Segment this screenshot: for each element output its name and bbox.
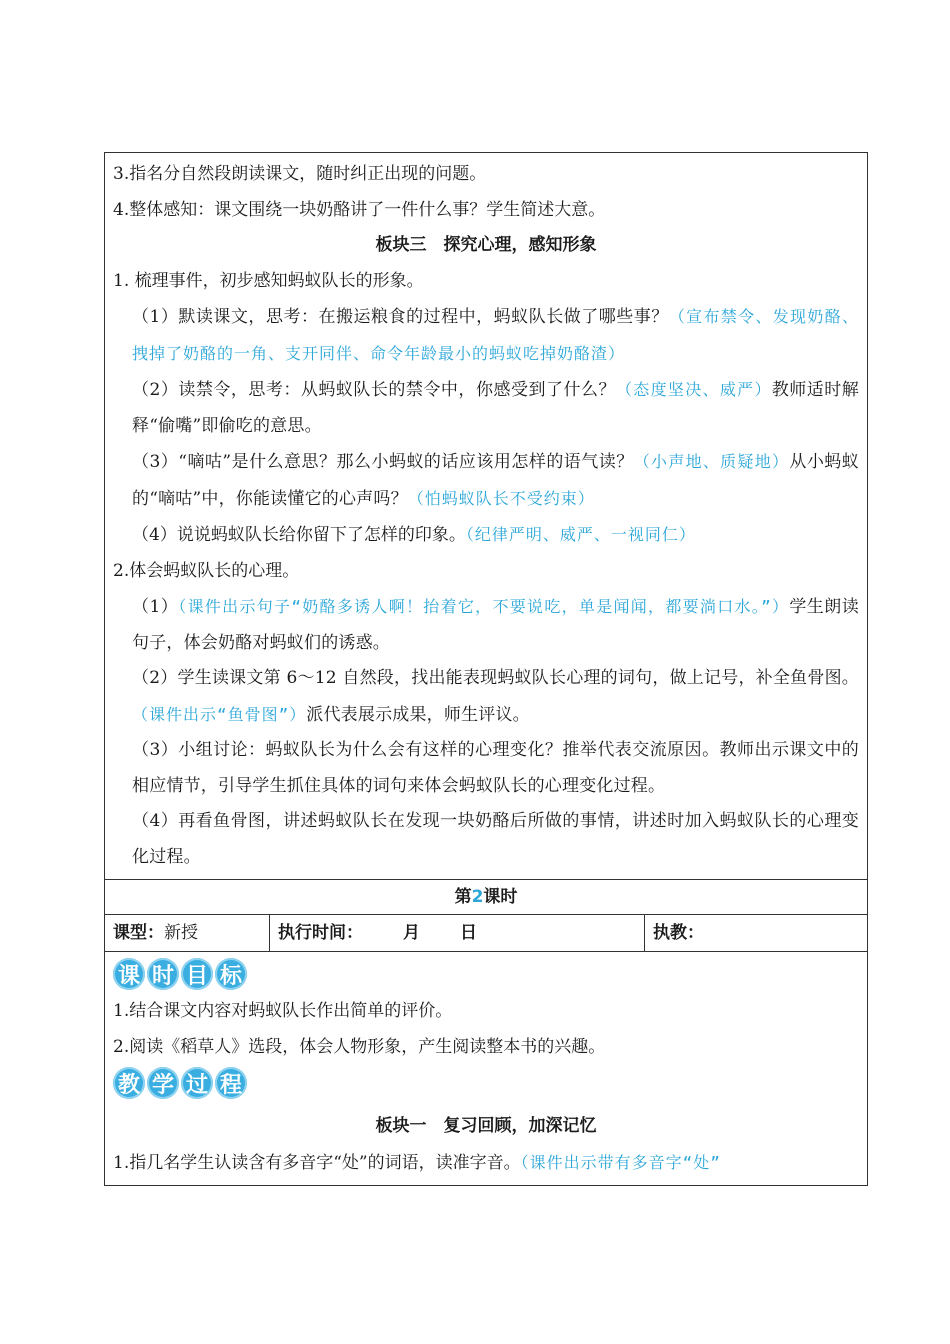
courseware-hint: （课件出示句子“奶酪多诱人啊！抬着它，不要说吃，单是闻闻，都要淌口水。”）	[178, 597, 790, 616]
process-badge-char: 过	[181, 1067, 213, 1099]
block1-item-1: 1.指几名学生认读含有多音字“处”的词语，读准字音。（课件出示带有多音字“处”	[113, 1152, 721, 1173]
process-badge	[113, 1067, 859, 1099]
block3-q-4: （4）再看鱼骨图，讲述蚂蚁队长在发现一块奶酪后所做的事情，讲述时加入蚂蚁队长的心理变化过程。	[132, 811, 859, 867]
lesson-plan-table	[104, 152, 868, 1186]
process-badge-char: 教	[113, 1067, 145, 1099]
intro-reading-section	[105, 153, 867, 880]
step-3: 3.指名分自然段朗读课文，随时纠正出现的问题。	[113, 164, 487, 184]
goals-badge-char: 标	[215, 958, 247, 990]
execution-time-cell: 执行时间： 月 日	[270, 915, 645, 951]
block3-point-1: （1）默读课文，思考：在搬运粮食的过程中，蚂蚁队长做了哪些事？（宣布禁令、发现奶酪、拽掉了奶酪的一角、支开同伴、命令年龄最小的蚂蚁吃掉奶酪渣）	[132, 307, 859, 363]
lesson-2-content	[105, 952, 867, 1185]
process-badge-char: 程	[215, 1067, 247, 1099]
answer-hint: （怕蚂蚁队长不受约束）	[407, 488, 595, 508]
block3-point-2: （2）读禁令，思考：从蚂蚁队长的禁令中，你感受到了什么？（态度坚决、威严）教师适时解释“偷嘴”即偷吃的意思。	[132, 380, 859, 436]
goal-item-2: 2.阅读《稻草人》选段，体会人物形象，产生阅读整本书的兴趣。	[113, 1036, 606, 1057]
block3-point-3: （3）“嘀咕”是什么意思？那么小蚂蚁的话应该用怎样的语气读？（小声地、质疑地）从小蚂蚁的“嘀咕”中，你能读懂它的心声吗？（怕蚂蚁队长不受约束）	[132, 452, 859, 509]
courseware-hint: （课件出示带有多音字“处”	[520, 1152, 721, 1172]
goals-badge-char: 课	[113, 958, 145, 990]
answer-hint: （纪律严明、威严、一视同仁）	[465, 525, 696, 544]
block3-q-2: （2）学生读课文第 6～12 自然段，找出能表现蚂蚁队长心理的词句，做上记号，补全鱼骨图。（课件出示“鱼骨图”）派代表展示成果，师生评议。	[132, 668, 859, 725]
block3-q-1: （1）（课件出示句子“奶酪多诱人啊！抬着它，不要说吃，单是闻闻，都要淌口水。”）学生朗读句子，体会奶酪对蚂蚁们的诱惑。	[132, 597, 859, 653]
goals-badge-char: 目	[181, 958, 213, 990]
block3-item-1: 1. 梳理事件，初步感知蚂蚁队长的形象。	[113, 270, 424, 291]
answer-hint: （宣布禁令、发现奶酪、拽掉了奶酪的一角、支开同伴、命令年龄最小的蚂蚁吃掉奶酪渣）	[132, 307, 859, 363]
goal-item-1: 1.结合课文内容对蚂蚁队长作出简单的评价。	[113, 1001, 453, 1021]
block3-item-2: 2.体会蚂蚁队长的心理。	[113, 560, 300, 581]
answer-hint: （态度坚决、威严）	[616, 380, 772, 399]
lesson-type-cell: 课型：新授	[105, 915, 270, 951]
block3-heading: 板块三 探究心理，感知形象	[375, 235, 597, 255]
goals-badge-char: 时	[147, 958, 179, 990]
goals-badge	[113, 958, 859, 990]
block1-heading: 板块一 复习回顾，加深记忆	[375, 1116, 597, 1136]
lesson-info-row	[105, 915, 867, 952]
lesson-2-title: 第2课时	[105, 880, 867, 915]
answer-hint: （小声地、质疑地）	[633, 452, 790, 471]
courseware-hint: （课件出示“鱼骨图”）	[132, 704, 307, 724]
process-badge-char: 学	[147, 1067, 179, 1099]
teacher-cell: 执教：	[653, 923, 704, 943]
block3-q-3: （3）小组讨论：蚂蚁队长为什么会有这样的心理变化？推举代表交流原因。教师出示课文中的相应情节，引导学生抓住具体的词句来体会蚂蚁队长的心理变化过程。	[132, 740, 859, 796]
step-4: 4.整体感知：课文围绕一块奶酪讲了一件什么事？学生简述大意。	[113, 199, 606, 220]
block3-point-4: （4）说说蚂蚁队长给你留下了怎样的印象。（纪律严明、威严、一视同仁）	[132, 525, 696, 545]
